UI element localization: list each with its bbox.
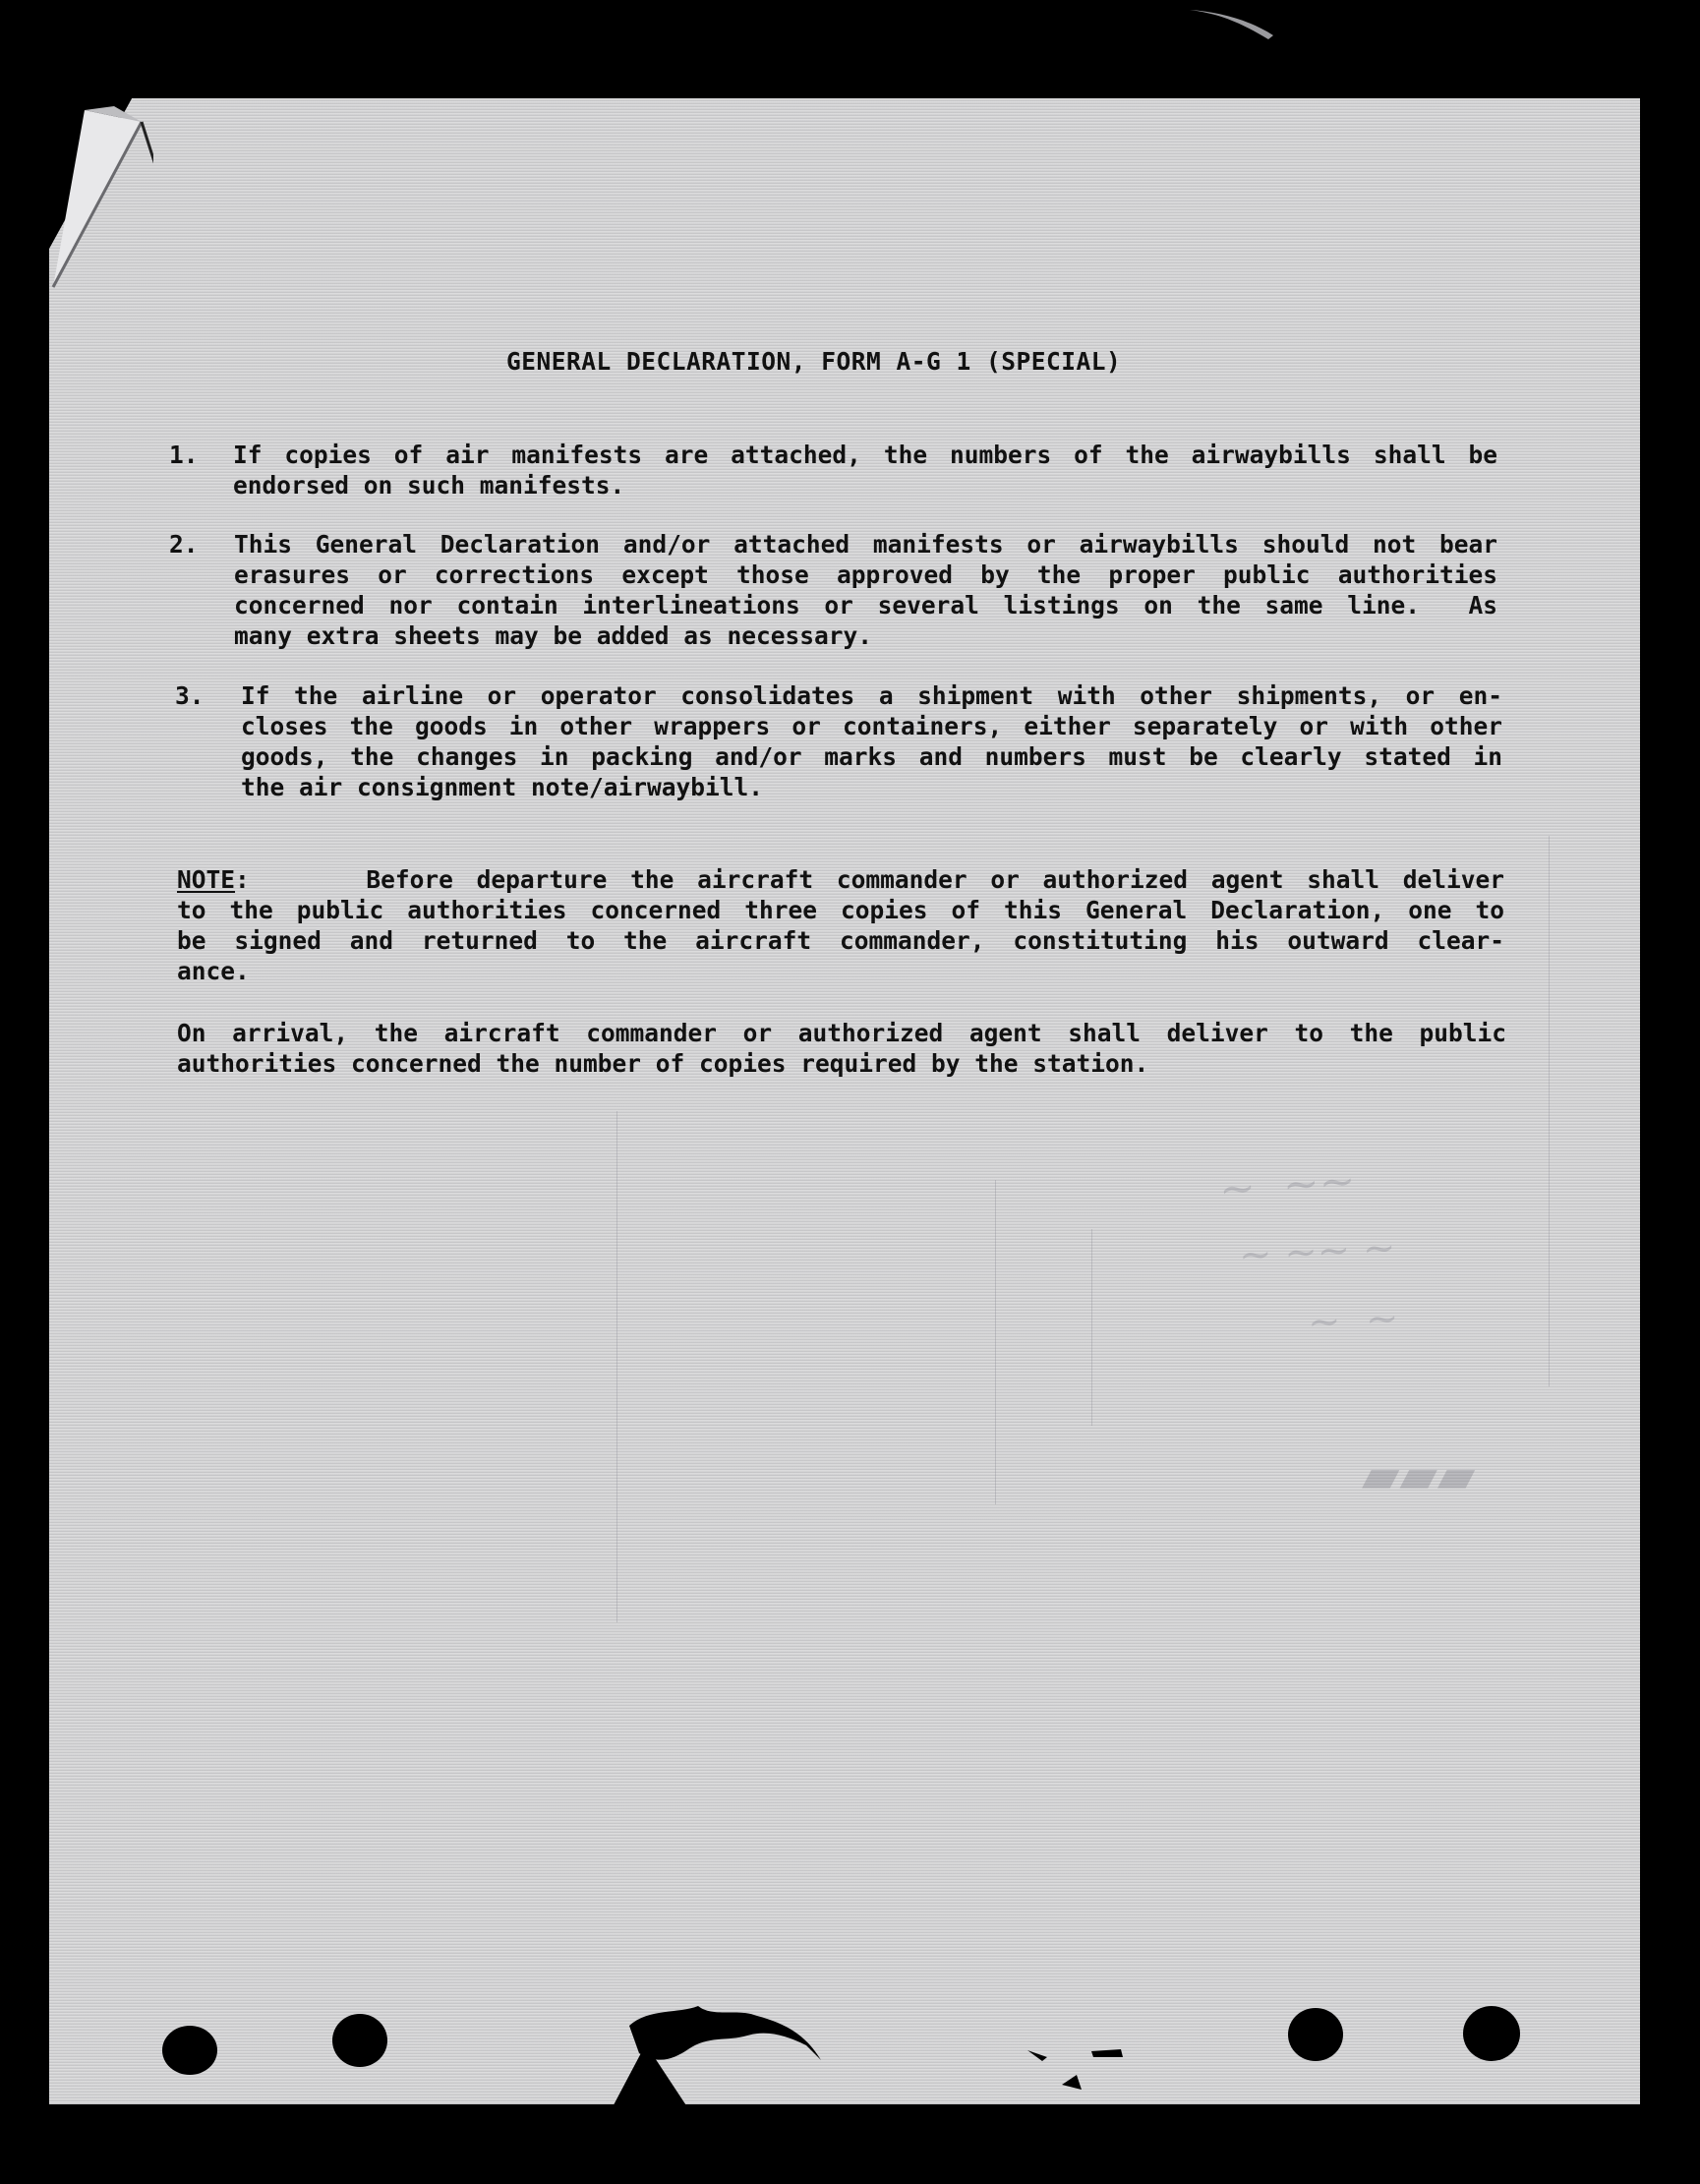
item-line: If the airline or operator consolidates a shipment with other shipments, or en- <box>241 681 1502 710</box>
note-line: be signed and returned to the aircraft commander, constituting his outward clear- <box>177 926 1504 955</box>
note-line: Before departure the aircraft commander or authorized agent shall deliver <box>366 865 1504 894</box>
item-line: many extra sheets may be added as necessary. <box>234 621 873 650</box>
note-label: NOTE <box>177 865 236 894</box>
show-through-line <box>1091 1229 1092 1426</box>
punch-hole <box>1288 2008 1343 2061</box>
item-line: endorsed on such manifests. <box>233 471 625 500</box>
show-through-line <box>616 1111 617 1623</box>
item-line: concerned nor contain interlineations or several listings on the same line. As <box>234 591 1497 620</box>
item-line: erasures or corrections except those approved by the proper public authorities <box>234 561 1497 589</box>
note-line: ance. <box>177 957 250 985</box>
item-line: This General Declaration and/or attached manifests or airwaybills should not bear <box>234 530 1497 559</box>
small-tear <box>1023 2045 1131 2104</box>
folded-corner <box>45 102 153 289</box>
show-through-stamp: ▰▰▰ <box>1362 1446 1476 1504</box>
note-block <box>177 864 1504 986</box>
item-line: goods, the changes in packing and/or marks and numbers must be clearly stated in <box>241 742 1502 771</box>
item-number: 1. <box>169 441 199 469</box>
arrival-line: authorities concerned the number of copies required by the station. <box>177 1049 1149 1078</box>
document-title: GENERAL DECLARATION, FORM A-G 1 (SPECIAL) <box>506 347 1122 376</box>
list-item <box>234 529 1497 651</box>
item-line: If copies of air manifests are attached, the numbers of the airwaybills shall be <box>233 441 1497 469</box>
show-through-handwriting: ~ ~~ ~ <box>1237 1224 1397 1279</box>
item-number: 3. <box>175 681 205 710</box>
punch-hole <box>1463 2006 1520 2061</box>
punch-hole <box>332 2014 387 2067</box>
show-through-handwriting: ~ ~ <box>1306 1295 1400 1346</box>
punch-hole <box>162 2026 217 2075</box>
item-number: 2. <box>169 530 199 559</box>
paper-sheet <box>49 98 1640 2104</box>
top-scratch <box>1180 0 1298 49</box>
note-first-line <box>177 864 1504 895</box>
show-through-handwriting: ~ ~~ <box>1217 1155 1358 1215</box>
arrival-paragraph <box>177 1018 1506 1079</box>
item-line: closes the goods in other wrappers or containers, either separately or with other <box>241 712 1502 740</box>
show-through-line <box>995 1180 996 1505</box>
list-item <box>233 440 1497 501</box>
note-line: to the public authorities concerned three copies of this General Declaration, one to <box>177 896 1504 924</box>
torn-edge <box>619 2006 846 2095</box>
arrival-line: On arrival, the aircraft commander or authorized agent shall deliver to the public <box>177 1019 1506 1047</box>
item-line: the air consignment note/airwaybill. <box>241 773 764 801</box>
show-through-line <box>1549 836 1550 1387</box>
note-colon: : <box>235 865 250 894</box>
list-item <box>241 680 1502 802</box>
